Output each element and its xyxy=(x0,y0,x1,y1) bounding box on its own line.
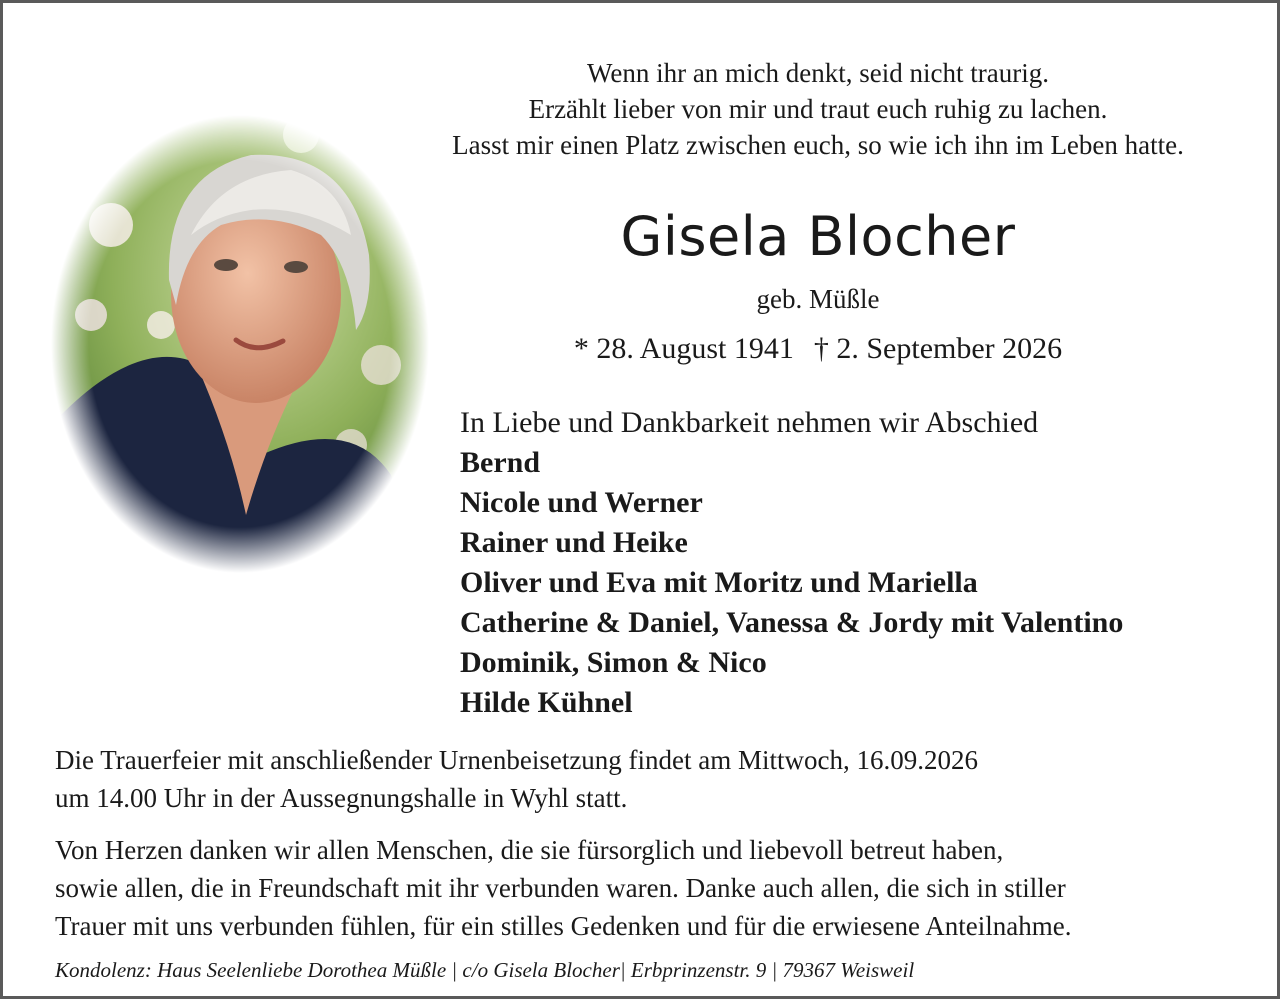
life-dates xyxy=(443,329,1193,369)
mourner-name: Oliver und Eva mit Moritz und Mariella xyxy=(460,566,978,599)
thanks-line: sowie allen, die in Freundschaft mit ihr verbunden waren. Danke auch allen, die sich in stiller xyxy=(55,873,1066,903)
thanks-line: Von Herzen danken wir allen Menschen, die sie fürsorglich und liebevoll betreut haben, xyxy=(55,835,1004,865)
birth-date: * 28. August 1941 xyxy=(573,332,794,365)
memorial-quote xyxy=(383,55,1253,163)
farewell-intro: In Liebe und Dankbarkeit nehmen wir Abschied xyxy=(460,406,1039,439)
thanks-line: Trauer mit uns verbunden fühlen, für ein stilles Gedenken und für die erwiesene Anteilnahme. xyxy=(55,911,1072,941)
mourner-name: Dominik, Simon & Nico xyxy=(460,646,767,679)
maiden-name: geb. Müßle xyxy=(756,284,880,314)
mourner-name: Bernd xyxy=(460,446,541,479)
mourner-name: Nicole und Werner xyxy=(460,486,703,519)
condolence-address: Kondolenz: Haus Seelenliebe Dorothea Müßle | c/o Gisela Blocher| Erbprinzenstr. 9 | 79367 Weisweil xyxy=(55,958,915,982)
mourner-name: Rainer und Heike xyxy=(460,526,688,559)
mourner-name: Hilde Kühnel xyxy=(460,686,633,719)
service-line: um 14.00 Uhr in der Aussegnungshalle in Wyhl statt. xyxy=(55,783,628,813)
funeral-service-info xyxy=(55,741,1255,817)
mourners-list xyxy=(460,403,1260,723)
quote-line: Lasst mir einen Platz zwischen euch, so wie ich ihn im Leben hatte. xyxy=(452,130,1184,160)
deceased-name: Gisela Blocher xyxy=(620,205,1016,268)
thanks-paragraph xyxy=(55,831,1255,945)
mourner-name: Catherine & Daniel, Vanessa & Jordy mit Valentino xyxy=(460,606,1124,639)
portrait-photo xyxy=(51,115,429,573)
quote-line: Erzählt lieber von mir und traut euch ruhig zu lachen. xyxy=(528,94,1108,124)
service-line: Die Trauerfeier mit anschließender Urnenbeisetzung findet am Mittwoch, 16.09.2026 xyxy=(55,745,979,775)
death-date: † 2. September 2026 xyxy=(813,332,1063,365)
quote-line: Wenn ihr an mich denkt, seid nicht traurig. xyxy=(587,58,1049,88)
